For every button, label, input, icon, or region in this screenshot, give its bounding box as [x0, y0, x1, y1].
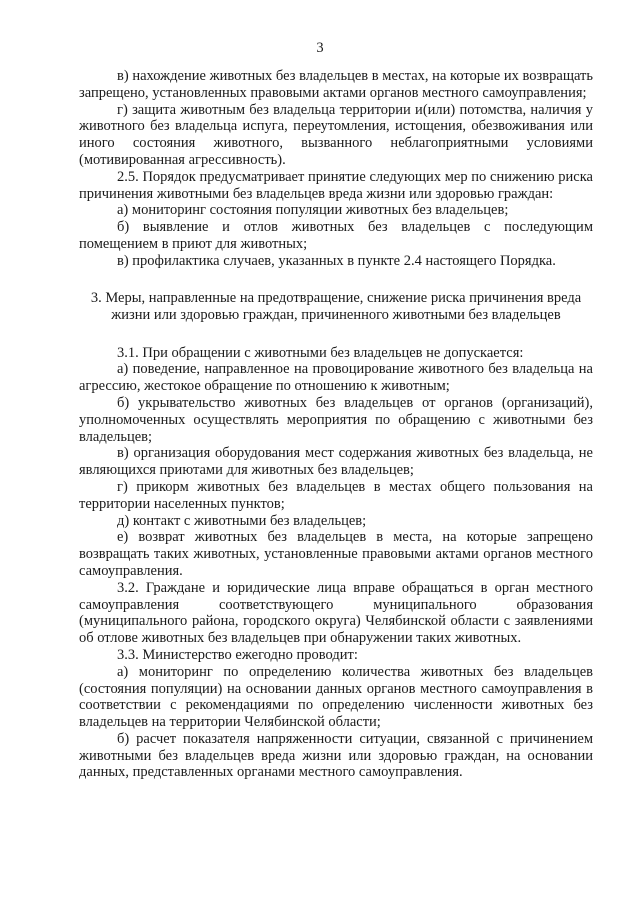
- paragraph-2-4-g: г) защита животным без владельца территории и(или) потомства, наличия у животного без владельца испуга, переутомления, истощения, обезвоживания или иного состояния животного, вызванного неблагоприятными условиями (мотивированная агрессивность).: [79, 101, 593, 168]
- paragraph-2-5-b: б) выявление и отлов животных без владельцев с последующим помещением в приют для животных;: [79, 219, 593, 252]
- section-3-heading-line-1: 3. Меры, направленные на предотвращение, снижение риска причинения вреда: [90, 289, 582, 306]
- paragraph-3-3: 3.3. Министерство ежегодно проводит:: [117, 646, 358, 663]
- paragraph-3-1-e: е) возврат животных без владельцев в места, на которые запрещено возвращать таких животных, установленные правовыми актами органов местного самоуправления.: [79, 529, 593, 579]
- document-body: [79, 68, 593, 781]
- paragraph-3-3-a: а) мониторинг по определению количества животных без владельцев (состояния популяции) на основании данных органов местного самоуправления в соответствии с рекомендациями по определению численности животных без владельцев на территории Челябинской области;: [79, 663, 593, 731]
- paragraph-3-1-d: д) контакт с животными без владельцев;: [117, 512, 367, 529]
- paragraph-2-4-v: в) нахождение животных без владельцев в местах, на которые их возвращать запрещено, установленных правовыми актами органов местного самоуправления;: [79, 68, 593, 101]
- section-3-heading-line-2: жизни или здоровью граждан, причиненного животными без владельцев: [111, 306, 561, 323]
- paragraph-3-1: 3.1. При обращении с животными без владельцев не допускается:: [117, 344, 524, 361]
- paragraph-3-1-a: а) поведение, направленное на провоцирование животного без владельца на агрессию, жестокое обращение по отношению к животным;: [79, 361, 593, 395]
- page-number: 3: [316, 40, 324, 56]
- paragraph-3-1-b: б) укрывательство животных без владельцев от органов (организаций), уполномоченных осуществлять мероприятия по обращению с животными без владельцев;: [79, 394, 593, 445]
- paragraph-2-5-a: а) мониторинг состояния популяции животных без владельцев;: [117, 202, 509, 219]
- section-3-heading: [79, 290, 593, 324]
- paragraph-3-1-v: в) организация оборудования мест содержания животных без владельца, не являющихся приютами для животных без владельцев;: [79, 445, 593, 479]
- paragraph-3-1-g: г) прикорм животных без владельцев в местах общего пользования на территории населенных пунктов;: [79, 478, 593, 512]
- paragraph-2-5: 2.5. Порядок предусматривает принятие следующих мер по снижению риска причинения животными без владельцев вреда жизни или здоровью граждан:: [79, 168, 593, 202]
- paragraph-2-5-v: в) профилактика случаев, указанных в пункте 2.4 настоящего Порядка.: [117, 252, 556, 269]
- paragraph-3-2: 3.2. Граждане и юридические лица вправе обращаться в орган местного самоуправления соответствующего муниципального образования (муниципального района, городского округа) Челябинской области с заявлениями об отлове животных без владельцев при обнаружении таких животных.: [79, 579, 593, 647]
- paragraph-3-3-b: б) расчет показателя напряженности ситуации, связанной с причинением животными без владельцев вреда жизни или здоровью граждан, на основании данных, представленных органами местного самоуправления.: [79, 730, 593, 781]
